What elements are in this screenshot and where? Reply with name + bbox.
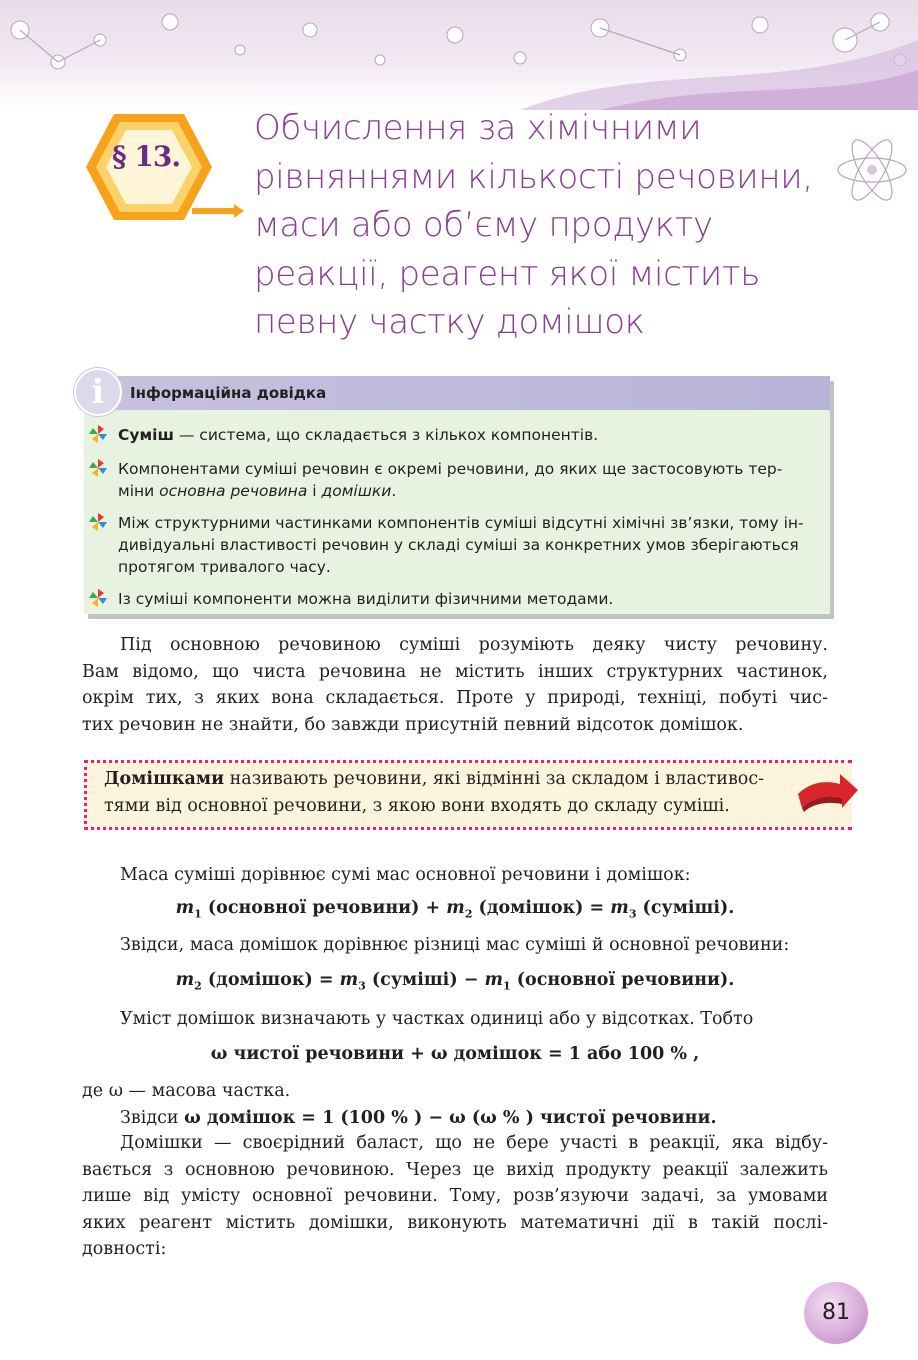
formula-impurity-mass: $m_2$ (домішок) = $m_3$ (суміші) − $m_1$ (основної речовини). <box>175 970 735 993</box>
definition-text: Домішками називають речовини, які відмінні за складом і властивос- тями від основної речовини, з якою вони входять до складу суміші. <box>104 769 765 816</box>
decorative-header-band <box>0 0 918 110</box>
ribbon-arrow-icon <box>796 764 860 816</box>
body-line: де ω — масова частка. Звідси ω домішок = 1 (100 % ) − ω (ω % ) чистої речовини. <box>82 1081 717 1128</box>
body-line: Звідси, маса домішок дорівнює різниці мас суміші й основної речовини: <box>120 935 790 955</box>
info-icon: i <box>74 368 122 416</box>
section-number: § 13. <box>112 140 181 173</box>
info-box-title: Інформаційна довідка <box>130 384 327 402</box>
formula-mass-sum: $m_1$ (основної речовини) + $m_2$ (домішок) = $m_3$ (суміші). <box>175 898 735 921</box>
page-number: 81 <box>804 1282 868 1344</box>
pinwheel-bullet-icon <box>88 588 108 608</box>
pinwheel-bullet-icon <box>88 458 108 478</box>
body-paragraph: Під основною речовиною суміші розуміють деяку чисту речовину. Вам відомо, що чиста речовина не містить інших структурних частинок, окрім тих, з яких вона складається. Проте у природі, техніці, побуті чис- тих речовин не знайти, бо завжди присутній певний відсоток домішок. <box>82 635 828 735</box>
body-paragraph: Домішки — своєрідний баласт, що не бере участі в реакції, яка відбу- вається з основною речовиною. Через це вихід продукту реакції залежить лише від умісту основної речовини. Тому, розв’язуючи задачі, за умовами яких реагент містить домішки, виконують математичні дії в такій послі- довності: <box>82 1133 828 1259</box>
pinwheel-bullet-icon <box>88 512 108 532</box>
info-item: Між структурними частинками компонентів суміші відсутні хімічні зв’язки, тому ін- дивідуальні властивості речовин у складі суміші за конкретних умов зберігаються протягом тривалого часу. <box>88 512 818 578</box>
info-item: Суміш — система, що складається з кількох компонентів. <box>88 424 818 446</box>
pinwheel-bullet-icon <box>88 424 108 444</box>
molecule-decoration <box>0 0 918 110</box>
info-item: Компонентами суміші речовин є окремі речовини, до яких ще застосовують тер- міни основна речовина і домішки. <box>88 458 818 502</box>
info-box-header <box>84 376 830 410</box>
definition-box-border <box>84 760 93 830</box>
info-item: Із суміші компоненти можна виділити фізичними методами. <box>88 588 818 610</box>
body-line: Маса суміші дорівнює сумі мас основної речовини і домішок: <box>120 865 691 885</box>
page-title: Обчислення за хімічними рівняннями кількості речовини, маси або об’єму продукту реакції, реагент якої містить певну частку домішок <box>254 108 813 342</box>
body-line: Уміст домішок визначають у частках одиниці або у відсотках. Тобто <box>120 1009 754 1029</box>
formula-mass-fraction: ω чистої речовини + ω домішок = 1 або 100 % , <box>210 1044 700 1064</box>
